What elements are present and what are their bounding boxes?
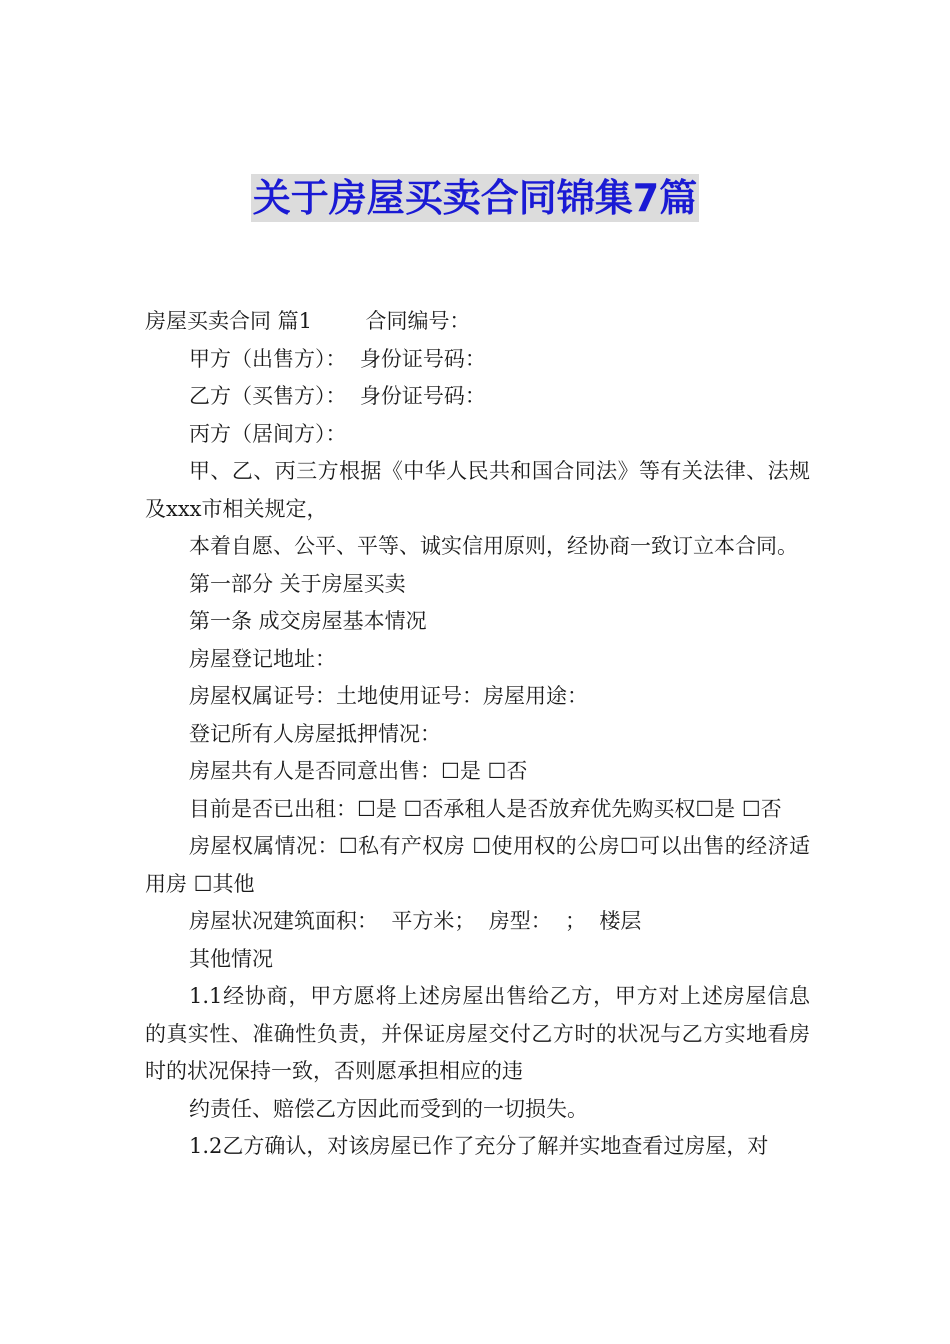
paragraph: 房屋权属证号：土地使用证号：房屋用途： — [189, 684, 588, 708]
paragraph: 丙方（居间方）： — [189, 421, 347, 446]
paragraph: 本着自愿、公平、平等、诚实信用原则，经协商一致订立本合同。 — [189, 534, 798, 558]
paragraph: 乙方（买售方）： 身份证号码： — [189, 384, 486, 408]
paragraph: 目前是否已出租：☐是 ☐否承租人是否放弃优先购买权☐是 ☐否 — [189, 796, 782, 821]
paragraph: 房屋共有人是否同意出售：☐是 ☐否 — [189, 759, 528, 783]
paragraph: 1.2乙方确认，对该房屋已作了充分了解并实地查看过房屋，对 — [189, 1134, 769, 1158]
paragraph: 约责任、赔偿乙方因此而受到的一切损失。 — [189, 1096, 588, 1121]
paragraph: 房屋登记地址： — [189, 646, 336, 671]
paragraph: 其他情况 — [189, 946, 273, 971]
paragraph: 甲方（出售方）： 身份证号码： — [189, 346, 486, 371]
paragraph: 房屋状况建筑面积： 平方米； 房型： ； 楼层 — [189, 909, 642, 933]
paragraph: 甲、乙、丙三方根据《中华人民共和国合同法》等有关法律、法规及xxx市相关规定， — [145, 459, 810, 521]
paragraph: 1.1经协商，甲方愿将上述房屋出售给乙方，甲方对上述房屋信息的真实性、准确性负责，并保证房屋交付乙方时的状况与乙方实地看房时的状况保持一致，否则愿承担相应的违 — [145, 984, 810, 1083]
paragraph: 第一条 成交房屋基本情况 — [189, 609, 427, 633]
paragraph: 房屋买卖合同 篇1 合同编号： — [145, 309, 471, 333]
paragraph: 第一部分 关于房屋买卖 — [189, 571, 406, 596]
document-body — [145, 303, 810, 1166]
document-title: 关于房屋买卖合同锦集7篇 — [252, 176, 698, 220]
paragraph: 登记所有人房屋抵押情况： — [189, 721, 441, 746]
paragraph: 房屋权属情况：☐私有产权房 ☐使用权的公房☐可以出售的经济适用房 ☐其他 — [145, 834, 810, 896]
title-container — [0, 174, 950, 222]
